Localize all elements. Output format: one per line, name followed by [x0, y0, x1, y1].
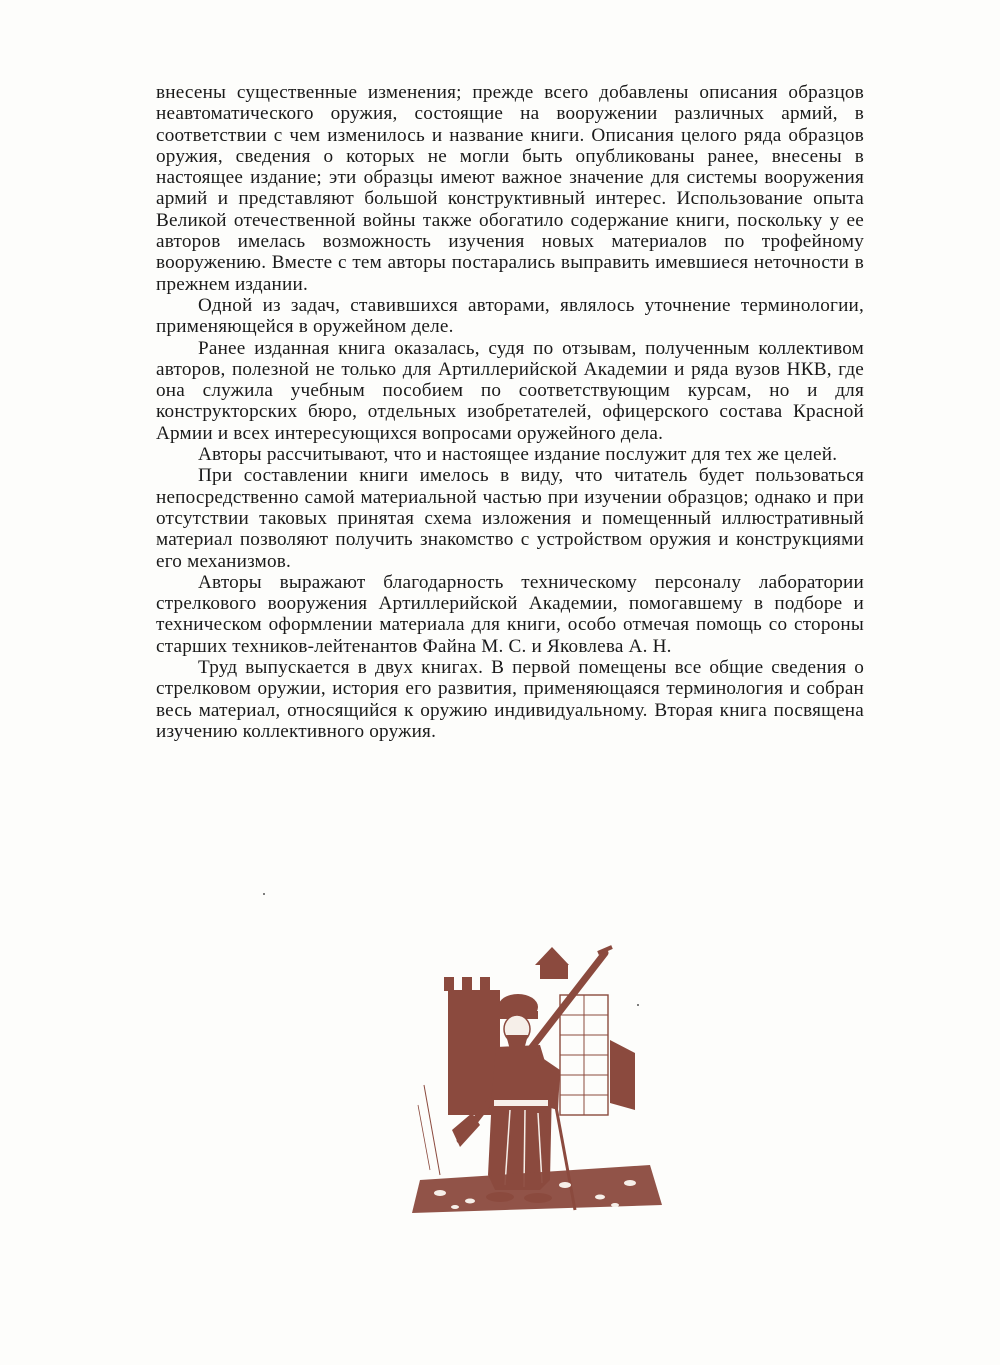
paragraph-usage: При составлении книги имелось в виду, что читатель будет пользоваться непосредственно самой материальной частью при изучении образцов; однако и при отсутствии таковых принятая схема изложения и помещенный иллюстративный материал позволяют получить знакомство с устройством оружия и конструкциями его механизмов.: [156, 465, 864, 572]
print-speck: [263, 893, 265, 895]
paragraph-terminology: Одной из задач, ставившихся авторами, являлось уточнение терминологии, применяющейся в оружейном деле.: [156, 294, 864, 338]
streltsy-musketeer-vignette-icon: [400, 935, 670, 1225]
paragraph-reception: Ранее изданная книга оказалась, судя по отзывам, полученным коллективом авторов, полезной не только для Артиллерийской Академии и ряда вузов НКВ, где она служила учебным пособием по соответствующим курсам, но и для конструкторских бюро, отдельных изобретателей, офицерского состава Красной Армии и всех интересующихся вопросами оружейного дела.: [156, 337, 864, 444]
paragraph-purpose: Авторы рассчитывают, что и настоящее издание послужит для тех же целей.: [198, 444, 838, 466]
paragraph-volumes: Труд выпускается в двух книгах. В первой помещены все общие сведения о стрелковом оружии, история его развития, применяющаяся терминология и собран весь материал, относящийся к оружию индивидуальному. Вторая книга посвящена изучению коллективного оружия.: [156, 657, 864, 742]
preface-text: [156, 82, 864, 742]
paragraph-changes: внесены существенные изменения; прежде всего добавлены описания образцов неавтоматического оружия, состоящие на вооружении различных армий, в соответствии с чем изменилось и название книги. Описания целого ряда образцов оружия, сведения о которых не могли быть опубликованы ранее, внесены в настоящее издание; эти образцы имеют важное значение для системы вооружения армий и представляют большой конструктивный интерес. Использование опыта Великой отечественной войны также обогатило содержание книги, поскольку у ее авторов имелась возможность изучения новых материалов по трофейному вооружению. Вместе с тем авторы постарались выправить имевшиеся неточности в прежнем издании.: [156, 82, 864, 295]
paragraph-acknowledgements: Авторы выражают благодарность техническому персоналу лаборатории стрелкового вооружения Артиллерийской Академии, помогавшему в подборе и техническом оформлении материала для книги, особо отмечая помощь со стороны старших техников-лейтенантов Файна М. С. и Яковлева А. Н.: [156, 571, 864, 657]
